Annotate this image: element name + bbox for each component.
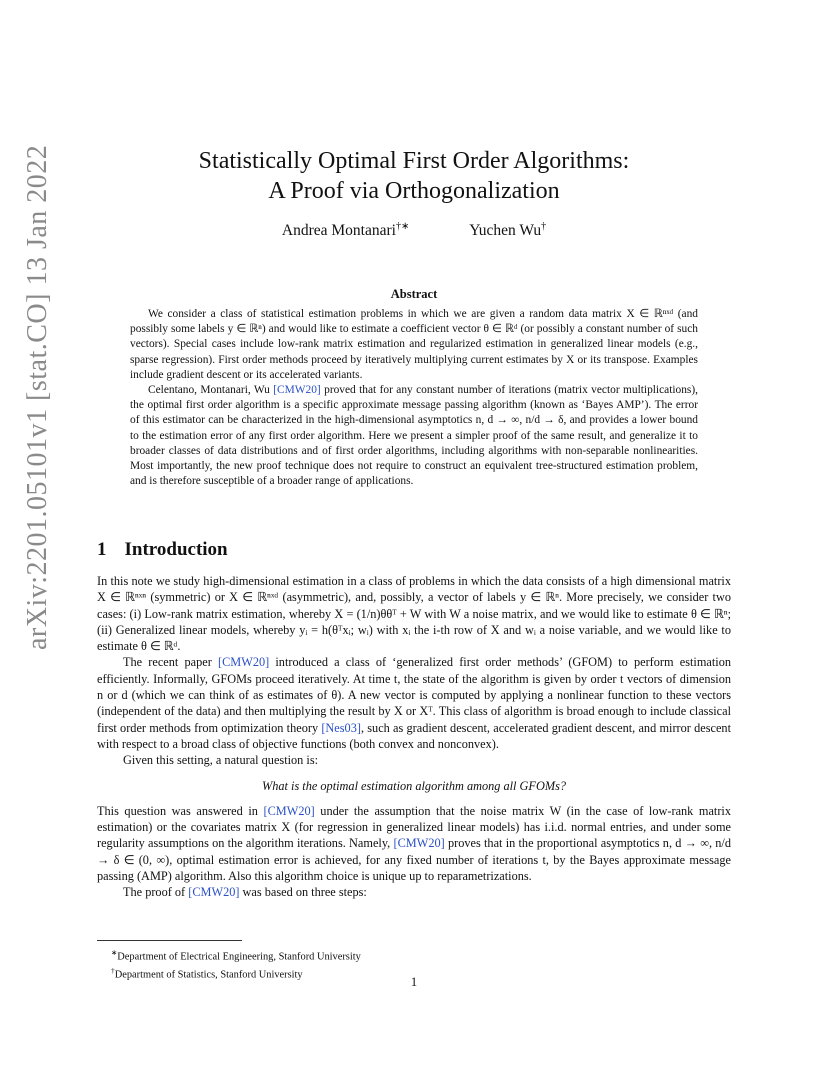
intro-p4-text-b: under the assumption that the noise matrix W (in the case of low-rank matrix estimation) or the covariates matrix X (for regression in generalized linear models) has i.i.d. normal entries, and under some regularity assumptions on the algorithm iterations. Namely, bbox=[97, 803, 731, 851]
footnote-2-mark: † bbox=[111, 965, 115, 975]
footnote-1-mark: ∗ bbox=[111, 948, 118, 957]
citation-link-cmw20[interactable]: [CMW20] bbox=[188, 885, 240, 900]
intro-paragraph-1: In this note we study high-dimensional estimation in a class of problems in which the data consists of a high dimensional matrix X ∈ ℝⁿˣⁿ (symmetric) or X ∈ ℝⁿˣᵈ (asymmetric), and, possibly, a vector of labels y ∈ ℝⁿ. More precisely, we consider two cases: (i) Low-rank matrix estimation, whereby X = (1/n)θθᵀ + W with W a noise matrix, and we would like to estimate θ ∈ ℝⁿ; (ii) Generalized linear models, whereby yᵢ = h(θᵀxᵢ; wᵢ) with xᵢ the i-th row of X and wᵢ a noise variable, and we would like to estimate θ ∈ ℝᵈ. bbox=[97, 574, 731, 654]
intro-paragraph-4 bbox=[97, 803, 731, 884]
paper-title bbox=[100, 146, 728, 206]
footnote-divider bbox=[97, 940, 242, 941]
author-2-name: Yuchen Wu bbox=[469, 222, 542, 240]
intro-p2-text-b: introduced a class of ‘generalized first order methods’ (GFOM) to perform estimation efficiently. Informally, GFOMs proceed iteratively. At time t, the state of the algorithm is given by order t vectors of dimension n or d (which we can think of as estimates of θ). A new vector is computed by applying a nonlinear function to these vectors (independent of the data) and then multiplying the result by X or Xᵀ. This class of algorithm is broad enough to include classical first order methods from optimization theory bbox=[97, 655, 731, 735]
intro-p2-text-a: The recent paper bbox=[123, 655, 218, 670]
author-list bbox=[100, 221, 728, 240]
abstract-paragraph-1: We consider a class of statistical estimation problems in which we are given a random data matrix X ∈ ℝⁿˣᵈ (and possibly some labels y ∈ ℝⁿ) and would like to estimate a coefficient vector θ ∈ ℝᵈ (or possibly a constant number of such vectors). Special cases include low-rank matrix estimation and regularized estimation in generalized linear models (e.g., sparse regression). First order methods proceed by iteratively multiplying current estimates by X or its transpose. Examples include gradient descent or its accelerated variants. bbox=[130, 308, 698, 381]
intro-p4-text-c: proves that in the proportional asymptotics n, d → ∞, n/d → δ ∈ (0, ∞), optimal estimation error is achieved, for any fixed number of iterations t, by the Bayes approximate message passing (AMP) algorithm. Also this algorithm choice is unique up to reparametrizations. bbox=[97, 836, 731, 884]
author-1-name: Andrea Montanari bbox=[281, 222, 396, 240]
title-line-1: Statistically Optimal First Order Algorithms: bbox=[198, 148, 630, 174]
page-number: 1 bbox=[410, 975, 418, 989]
abstract-p2-text-a: Celentano, Montanari, Wu bbox=[148, 384, 274, 397]
footnote-1 bbox=[97, 946, 731, 964]
arxiv-identifier-stamp: arXiv:2201.05101v1 [stat.CO] 13 Jan 2022 bbox=[22, 144, 53, 650]
intro-question: What is the optimal estimation algorithm among all GFOMs? bbox=[262, 778, 566, 793]
intro-p4-text-a: This question was answered in bbox=[97, 803, 264, 818]
author-1-marks: †∗ bbox=[395, 221, 410, 232]
author-1 bbox=[282, 221, 409, 240]
citation-link-cmw20[interactable]: [CMW20] bbox=[263, 803, 315, 818]
intro-paragraph-3: Given this setting, a natural question is: bbox=[123, 753, 319, 768]
footnote-2-text: Department of Statistics, Stanford University bbox=[114, 969, 303, 981]
intro-paragraph-5 bbox=[97, 884, 731, 900]
abstract-heading: Abstract bbox=[390, 287, 438, 301]
abstract-body bbox=[130, 307, 698, 489]
section-heading-introduction bbox=[97, 539, 228, 561]
intro-paragraph-2 bbox=[97, 654, 731, 752]
section-number: 1 bbox=[97, 539, 107, 560]
abstract-paragraph-2 bbox=[130, 383, 698, 489]
footnote-1-text: Department of Electrical Engineering, Stanford University bbox=[117, 951, 361, 963]
section-title: Introduction bbox=[124, 539, 228, 560]
citation-link-cmw20[interactable]: [CMW20] bbox=[217, 655, 270, 670]
introduction-body bbox=[97, 573, 731, 901]
abstract-p2-text-b: proved that for any constant number of iterations (matrix vector multiplications), the optimal first order algorithm is a specific approximate message passing algorithm (known as ‘Bayes AMP’). The error of this estimator can be characterized in the high-dimensional asymptotics n, d → ∞, n/d → δ, and provides a lower bound to the estimation error of any first order algorithm. Here we present a simpler proof of the same result, and generalize it to broader classes of data distributions and of first order algorithms, including algorithms with non-separable nonlinearities. Most importantly, the new proof technique does not require to construct an equivalent tree-structured estimation problem, and is therefore susceptible of a broader range of applications. bbox=[130, 384, 698, 488]
author-2 bbox=[469, 221, 546, 240]
intro-p5-text-b: was based on three steps: bbox=[239, 885, 367, 900]
citation-link-nes03[interactable]: [Nes03] bbox=[321, 720, 361, 735]
intro-p5-text-a: The proof of bbox=[123, 885, 189, 900]
author-2-marks: † bbox=[541, 221, 547, 232]
citation-link-cmw20[interactable]: [CMW20] bbox=[273, 384, 321, 397]
intro-p2-text-c: , such as gradient descent, accelerated gradient descent, and mirror descent with respect to a broad class of objective functions (both convex and nonconvex). bbox=[97, 720, 731, 751]
title-line-2: A Proof via Orthogonalization bbox=[268, 178, 560, 204]
citation-link-cmw20[interactable]: [CMW20] bbox=[393, 836, 445, 851]
